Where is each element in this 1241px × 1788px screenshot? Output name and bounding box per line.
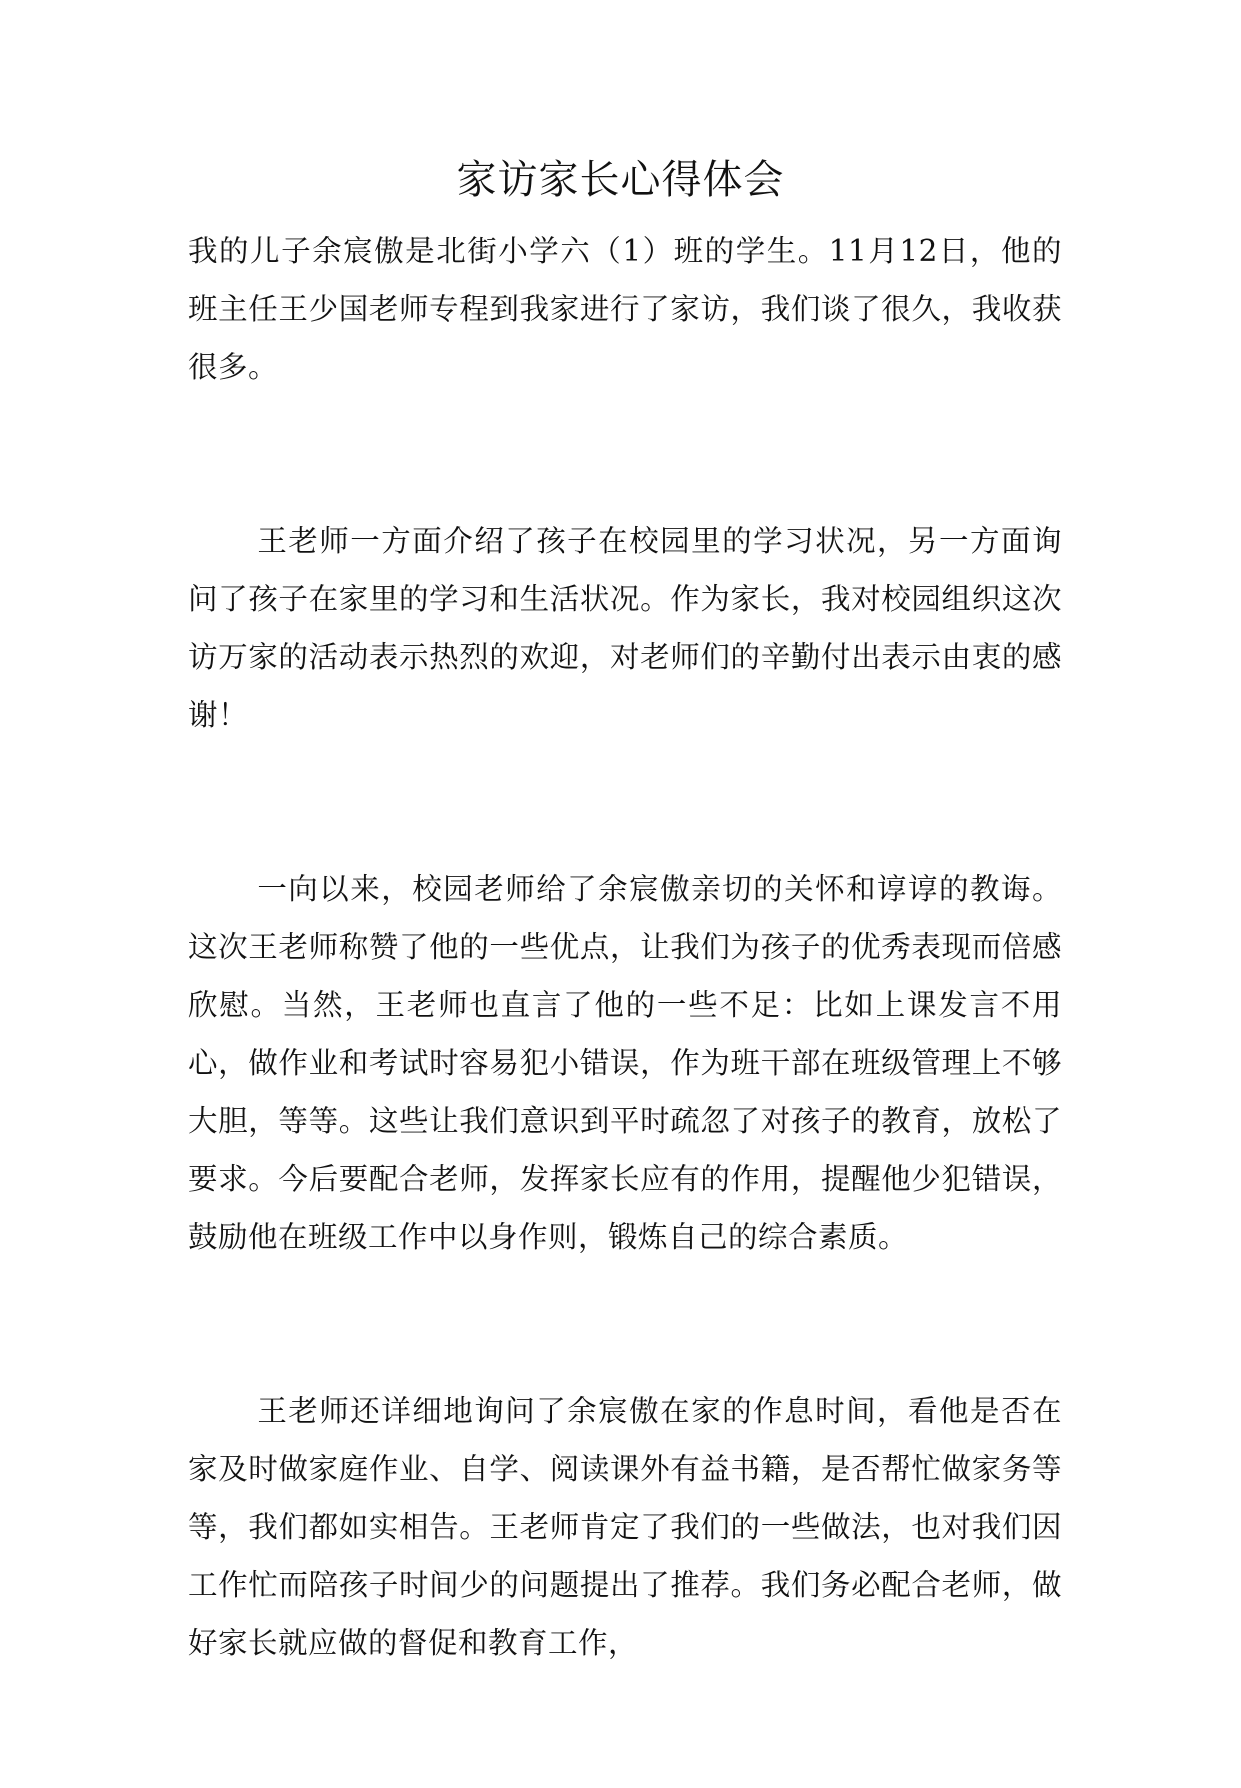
document-title: 家访家长心得体会: [456, 157, 785, 203]
paragraph-visit-overview: 王老师一方面介绍了孩子在校园里的学习状况，另一方面询问了孩子在家里的学习和生活状况。作为家长，我对校园组织这次访万家的活动表示热烈的欢迎，对老师们的辛勤付出表示由衷的感谢！: [188, 524, 1062, 732]
paragraph-intro: 我的儿子余宸傲是北街小学六（1）班的学生。11月12日，他的班主任王少国老师专程到我家进行了家访，我们谈了很久，我收获很多。: [188, 234, 1062, 384]
paragraph-strengths-weaknesses: 一向以来，校园老师给了余宸傲亲切的关怀和谆谆的教诲。这次王老师称赞了他的一些优点，让我们为孩子的优秀表现而倍感欣慰。当然，王老师也直言了他的一些不足：比如上课发言不用心，做作业和考试时容易犯小错误，作为班干部在班级管理上不够大胆，等等。这些让我们意识到平时疏忽了对孩子的教育，放松了要求。今后要配合老师，发挥家长应有的作用，提醒他少犯错误，鼓励他在班级工作中以身作则，锻炼自己的综合素质。: [188, 872, 1062, 1254]
document-body: [188, 222, 1062, 1788]
paragraph-home-routine: 王老师还详细地询问了余宸傲在家的作息时间，看他是否在家及时做家庭作业、自学、阅读课外有益书籍，是否帮忙做家务等等，我们都如实相告。王老师肯定了我们的一些做法，也对我们因工作忙而陪孩子时间少的问题提出了推荐。我们务必配合老师，做好家长就应做的督促和教育工作，: [188, 1394, 1062, 1660]
